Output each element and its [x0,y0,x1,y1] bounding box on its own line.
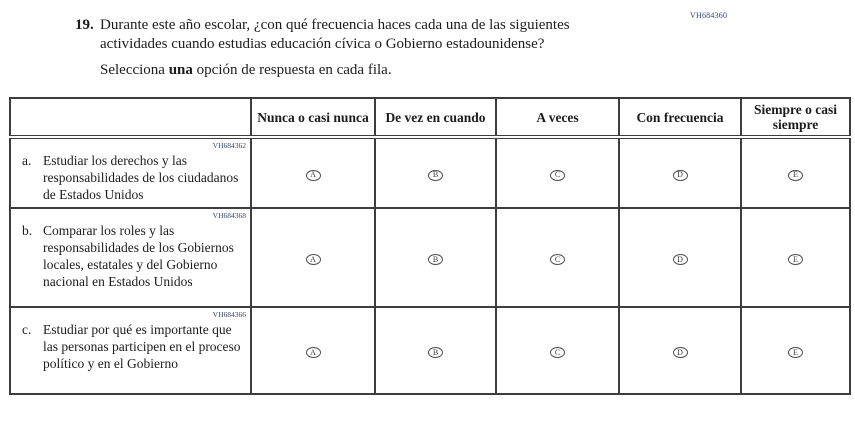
item-statement-c: Estudiar por qué es importante que las personas participen en el proceso político y en el Gobierno [43,322,241,371]
radio-letter: A [310,347,316,357]
column-header-nunca: Nunca o casi nunca [251,98,375,137]
radio-a-A[interactable] [306,170,321,181]
column-header-blank [10,98,251,137]
radio-letter: E [793,170,798,179]
item-code-b: VH684368 [212,211,246,220]
item-letter-b: b. [22,223,33,238]
radio-letter: C [554,347,561,357]
question [75,16,628,80]
radio-b-E[interactable] [788,254,803,265]
radio-a-B[interactable] [428,170,443,181]
header-row [10,98,850,137]
radio-c-B[interactable] [428,347,443,358]
instruction-pre: Selecciona [100,62,165,78]
column-header-devezencuando: De vez en cuando [375,98,496,137]
column-header-aveces: A veces [496,98,619,137]
radio-letter: B [432,254,439,264]
radio-b-D[interactable] [673,254,688,265]
option-cell-c-5 [741,307,850,394]
table-row-a [10,137,850,208]
item-code-c: VH684366 [212,310,246,319]
option-cell-a-2 [375,137,496,208]
option-cell-a-1 [251,137,375,208]
radio-c-E[interactable] [788,347,803,358]
item-code-a: VH684362 [212,141,246,150]
table-row-c [10,307,850,394]
item-cell-a [10,137,251,208]
radio-b-B[interactable] [428,254,443,265]
option-cell-c-4 [619,307,741,394]
option-cell-b-4 [619,208,741,307]
question-text: Durante este año escolar, ¿con qué frecuencia haces cada una de las siguientes actividades cuando estudias educación cívica o Gobierno estadounidense? [100,17,570,52]
item-statement-b: Comparar los roles y las responsabilidades de los Gobiernos locales, estatales y del Gobierno nacional en Estados Unidos [43,223,234,289]
item-text-a [22,152,246,203]
item-cell-b [10,208,251,307]
radio-c-D[interactable] [673,347,688,358]
option-cell-b-2 [375,208,496,307]
radio-c-C[interactable] [550,347,565,358]
question-number: 19. [75,17,94,33]
radio-letter: B [432,347,439,357]
column-header-confrecuencia: Con frecuencia [619,98,741,137]
instruction-post: opción de respuesta en cada fila. [196,62,392,78]
table-row-b [10,208,850,307]
radio-letter: E [793,347,798,357]
option-cell-c-1 [251,307,375,394]
option-cell-c-3 [496,307,619,394]
item-text-b [22,222,246,290]
radio-letter: A [310,254,316,264]
option-cell-b-3 [496,208,619,307]
option-cell-b-5 [741,208,850,307]
radio-letter: A [310,170,316,179]
item-cell-c [10,307,251,394]
response-matrix [9,97,851,395]
option-cell-a-3 [496,137,619,208]
radio-letter: C [554,170,561,179]
radio-letter: D [677,347,683,357]
option-cell-a-5 [741,137,850,208]
item-letter-a: a. [22,153,32,168]
instruction [100,61,628,80]
item-letter-c: c. [22,322,32,337]
radio-a-C[interactable] [550,170,565,181]
radio-b-C[interactable] [550,254,565,265]
radio-b-A[interactable] [306,254,321,265]
radio-c-A[interactable] [306,347,321,358]
radio-a-D[interactable] [673,170,688,181]
radio-letter: E [793,254,798,264]
radio-a-E[interactable] [788,170,803,181]
item-statement-a: Estudiar los derechos y las responsabilidades de los ciudadanos de Estados Unidos [43,153,239,202]
option-cell-b-1 [251,208,375,307]
radio-letter: B [432,170,439,179]
column-header-siempre: Siempre o casi siempre [741,98,850,137]
instruction-bold: una [168,62,193,78]
item-text-c [22,321,246,372]
option-cell-a-4 [619,137,741,208]
form-code: VH684360 [690,11,728,20]
radio-letter: D [677,254,683,264]
radio-letter: C [554,254,561,264]
radio-letter: D [677,170,683,179]
option-cell-c-2 [375,307,496,394]
